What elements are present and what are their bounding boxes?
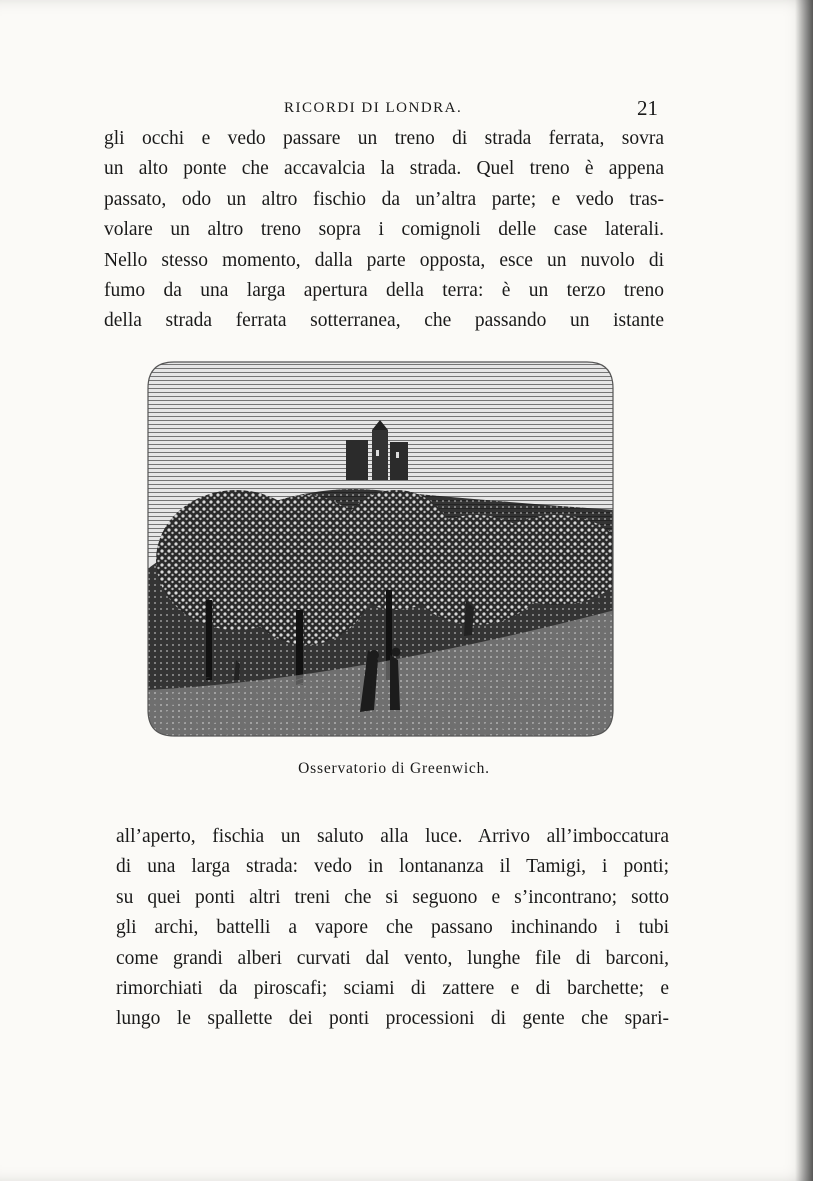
text-line: su quei ponti altri treni che si seguono e s’incontrano; sotto <box>116 886 669 908</box>
figure-caption: Osservatorio di Greenwich. <box>298 760 490 777</box>
text-line: lungo le spallette dei ponti processioni di gente che spari- <box>116 1008 669 1030</box>
text-line: all’aperto, fischia un saluto alla luce. Arrivo all’imboccatura <box>116 826 669 847</box>
text-line: gli occhi e vedo passare un treno di strada ferrata, sovra <box>104 128 664 149</box>
text-line: Nello stesso momento, dalla parte opposta, esce un nuvolo di <box>104 249 664 271</box>
paragraph-top <box>104 124 664 337</box>
text-line: un alto ponte che accavalcia la strada. Quel treno è appena <box>104 158 664 180</box>
text-line: della strada ferrata sotterranea, che passando un istante <box>104 310 664 332</box>
engraving-figure <box>146 360 615 738</box>
page-number: 21 <box>637 96 658 120</box>
page-edge-shadow <box>795 0 813 1181</box>
text-line: volare un altro treno sopra i comignoli delle case laterali. <box>104 219 664 241</box>
text-line: di una larga strada: vedo in lontananza il Tamigi, i ponti; <box>116 856 669 878</box>
running-head <box>104 96 656 124</box>
running-title: RICORDI DI LONDRA. <box>284 100 463 116</box>
text-line: fumo da una larga apertura della terra: è un terzo treno <box>104 280 664 302</box>
text-line: gli archi, battelli a vapore che passano inchinando i tubi <box>116 917 669 939</box>
engraving-illustration <box>146 360 615 738</box>
text-line: passato, odo un altro fischio da un’altra parte; e vedo tras- <box>104 188 664 210</box>
text-line: come grandi alberi curvati dal vento, lunghe file di barconi, <box>116 947 669 969</box>
paragraph-bottom <box>116 822 669 1035</box>
text-line: rimorchiati da piroscafi; sciami di zattere e di barchette; e <box>116 978 669 1000</box>
